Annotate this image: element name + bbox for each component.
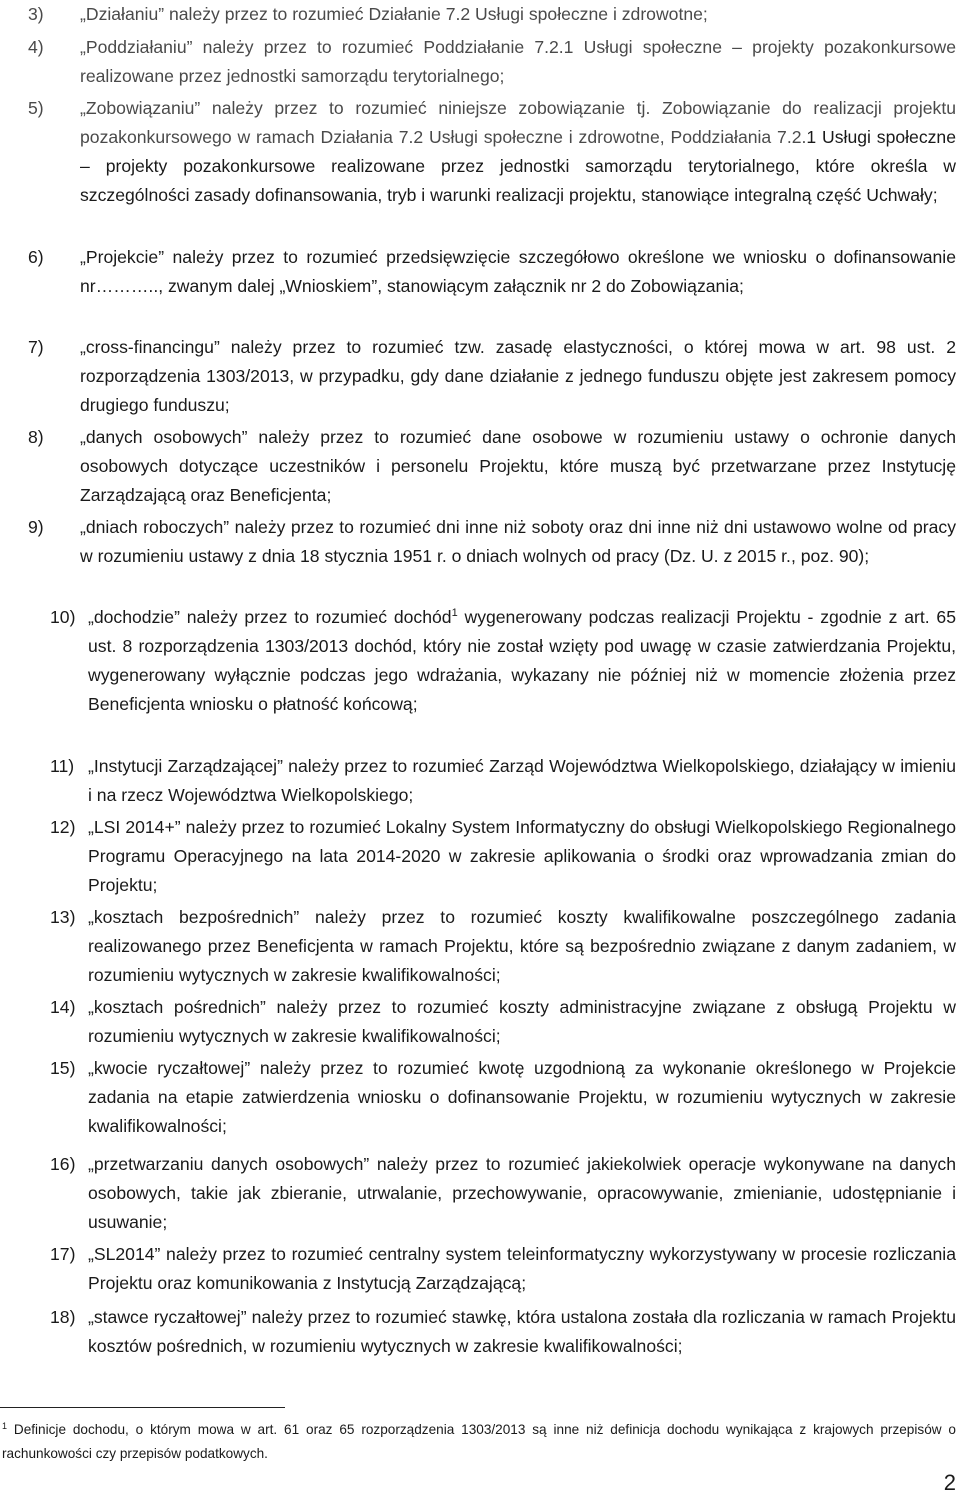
definition-item-6 <box>28 243 956 301</box>
definition-item-4 <box>28 33 956 91</box>
definition-item-13 <box>50 903 956 990</box>
definition-item-16 <box>50 1150 956 1237</box>
footnote-text: Definicje dochodu, o którym mowa w art. 61 oraz 65 rozporządzenia 1303/2013 są inne niż definicja dochodu wynikająca z krajowych przepisów o rachunkowości czy przepisów podatkowych. <box>2 1422 956 1461</box>
item-text: „przetwarzaniu danych osobowych” należy przez to rozumieć jakiekolwiek operacje wykonywane na danych osobowych, takie jak zbieranie, utrwalanie, przechowywanie, opracowywanie, zmienianie, udostępnianie i usuwanie; <box>88 1154 956 1232</box>
definition-item-7 <box>28 333 956 420</box>
definition-item-17 <box>50 1240 956 1298</box>
definition-item-11 <box>50 752 956 810</box>
definition-item-14 <box>50 993 956 1051</box>
item-number: 8) <box>28 427 44 447</box>
item-text-part-a: „dochodzie” należy przez to rozumieć dochód <box>88 607 452 627</box>
item-text: „kosztach pośrednich” należy przez to rozumieć koszty administracyjne związane z obsługą Projektu w rozumieniu wytycznych w zakresie kwalifikowalności; <box>88 997 956 1046</box>
item-number: 14) <box>50 997 76 1017</box>
item-text: „Instytucji Zarządzającej” należy przez to rozumieć Zarząd Województwa Wielkopolskiego, działający w imieniu i na rzecz Województwa Wielkopolskiego; <box>88 756 956 805</box>
item-number: 17) <box>50 1244 76 1264</box>
item-number: 12) <box>50 817 76 837</box>
item-text: „danych osobowych” należy przez to rozumieć dane osobowe w rozumieniu ustawy o ochronie danych osobowych dotyczące uczestników i personelu Projektu, które muszą być przetwarzane przez Instytucję Zarządzającą oraz Beneficjenta; <box>80 427 956 505</box>
footnote <box>2 1418 956 1466</box>
definition-item-12 <box>50 813 956 900</box>
item-number: 9) <box>28 517 44 537</box>
item-number: 6) <box>28 247 44 267</box>
footnote-reference[interactable]: 1 <box>451 607 458 619</box>
item-number: 15) <box>50 1058 76 1078</box>
definition-item-3 <box>28 0 956 29</box>
item-text-part-b: 1 Usługi społeczne – projekty pozakonkursowe realizowane przez jednostki samorządu terytorialnego, które określa w szczególności zasady dofinansowania, tryb i warunki realizacji projektu, stanowiące integralną część Uchwały; <box>80 127 956 205</box>
item-text: „Poddziałaniu” należy przez to rozumieć Poddziałanie 7.2.1 Usługi społeczne – projekty pozakonkursowe realizowane przez jednostki samorządu terytorialnego; <box>80 37 956 86</box>
item-number: 7) <box>28 337 44 357</box>
item-number: 4) <box>28 37 44 57</box>
item-text: „LSI 2014+” należy przez to rozumieć Lokalny System Informatyczny do obsługi Wielkopolskiego Regionalnego Programu Operacyjnego na lata 2014-2020 w zakresie aplikowania o środki oraz wprowadzania zmian do Projektu; <box>88 817 956 895</box>
definition-item-8 <box>28 423 956 510</box>
item-number: 18) <box>50 1307 76 1327</box>
item-text: „kwocie ryczałtowej” należy przez to rozumieć kwotę uzgodnioną za wykonanie określonego w Projekcie zadania na etapie zatwierdzenia wniosku o dofinansowanie Projektu, w rozumieniu wytycznych w zakresie kwalifikowalności; <box>88 1058 956 1136</box>
definition-item-18 <box>50 1303 956 1361</box>
definition-item-9 <box>28 513 956 571</box>
item-text-part-a: „Zobowiązaniu” należy przez to rozumieć niniejsze zobowiązanie tj. Zobowiązanie do realizacji projektu pozakonkursowego w ramach Działania 7.2 Usługi społeczne i zdrowotne, Poddziałania 7.2. <box>80 98 956 147</box>
page-number: 2 <box>943 1470 956 1495</box>
item-text-part-b: wygenerowany podczas realizacji Projektu - zgodnie z art. 65 ust. 8 rozporządzenia 1303/2013 dochód, który nie został wzięty pod uwagę w czasie zatwierdzania Projektu, wygenerowany wyłącznie podczas jego wdrażania, wykazany nie później niż w momencie złożenia przez Beneficjenta wniosku o płatność końcową; <box>88 607 957 714</box>
item-number: 11) <box>50 756 75 776</box>
item-number: 13) <box>50 907 76 927</box>
item-text: „kosztach bezpośrednich” należy przez to rozumieć koszty kwalifikowalne poszczególnego zadania realizowanego przez Beneficjenta w ramach Projektu, które są bezpośrednio związane z danym zadaniem, w rozumieniu wytycznych w zakresie kwalifikowalności; <box>88 907 956 985</box>
item-number: 16) <box>50 1154 76 1174</box>
definition-item-10 <box>50 603 956 719</box>
definition-item-5 <box>28 94 956 210</box>
item-text: „SL2014” należy przez to rozumieć centralny system teleinformatyczny wykorzystywany w procesie rozliczania Projektu oraz komunikowania z Instytucją Zarządzającą; <box>88 1244 956 1293</box>
item-text: „stawce ryczałtowej” należy przez to rozumieć stawkę, która ustalona została dla rozliczania w ramach Projektu kosztów pośrednich, w rozumieniu wytycznych w zakresie kwalifikowalności; <box>88 1307 956 1356</box>
item-number: 3) <box>28 4 44 24</box>
item-number: 5) <box>28 98 44 118</box>
definition-item-15 <box>50 1054 956 1141</box>
item-text: „Projekcie” należy przez to rozumieć przedsięwzięcie szczegółowo określone we wniosku o dofinansowanie nr……….., zwanym dalej „Wnioskiem”, stanowiącym załącznik nr 2 do Zobowiązania; <box>80 247 956 296</box>
footnote-separator <box>0 1407 285 1408</box>
footnote-marker: 1 <box>2 1421 8 1431</box>
item-number: 10) <box>50 607 76 627</box>
item-text: „cross-financingu” należy przez to rozumieć tzw. zasadę elastyczności, o której mowa w art. 98 ust. 2 rozporządzenia 1303/2013, w przypadku, gdy dane działanie z jednego funduszu objęte jest zakresem pomocy drugiego funduszu; <box>80 337 956 415</box>
item-text: „Działaniu” należy przez to rozumieć Działanie 7.2 Usługi społeczne i zdrowotne; <box>80 4 708 24</box>
item-text: „dniach roboczych” należy przez to rozumieć dni inne niż soboty oraz dni inne niż dni ustawowo wolne od pracy w rozumieniu ustawy z dnia 18 stycznia 1951 r. o dniach wolnych od pracy (Dz. U. z 2015 r., poz. 90); <box>80 517 956 566</box>
